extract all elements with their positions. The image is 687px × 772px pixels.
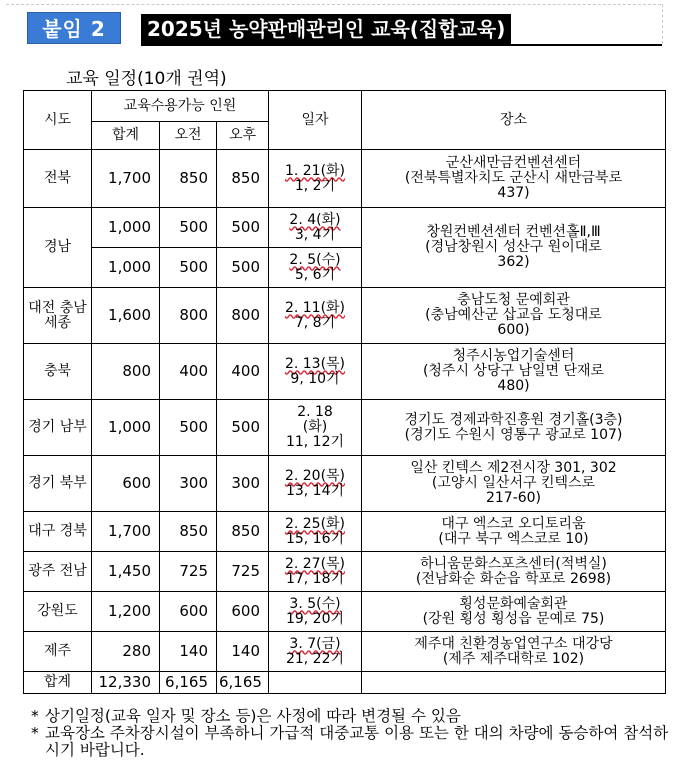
place-address-cont: 480) [497, 378, 530, 394]
place-address-cont: 217-60) [485, 490, 542, 506]
pm-cell: 500 [217, 248, 269, 288]
pm-cell: 800 [217, 288, 269, 344]
place-cell [362, 150, 666, 208]
table-row [24, 512, 666, 552]
total-cell: 280 [92, 632, 160, 672]
am-cell: 400 [160, 344, 217, 400]
place-name: 대구 엑스코 오디토리움 [441, 515, 586, 532]
region-cell: 제주 [24, 632, 92, 672]
am-cell: 850 [160, 150, 217, 208]
table-row [24, 288, 666, 344]
place-address: (충남예산군 삽교읍 도청대로 [425, 307, 602, 323]
total-cell: 1,200 [92, 592, 160, 632]
place-cell [362, 552, 666, 592]
place-address: (경기도 수원시 영통구 광교로 107) [404, 426, 623, 443]
pm-cell: 500 [217, 400, 269, 456]
title-bar [141, 14, 662, 46]
date-cell [269, 400, 362, 456]
region-cell: 강원도 [24, 592, 92, 632]
place-cell [362, 592, 666, 632]
am-cell: 850 [160, 512, 217, 552]
pm-cell: 850 [217, 512, 269, 552]
place-address: (전남화순 화순읍 학포로 2698) [415, 570, 612, 587]
date-text: 1. 21(화) [284, 162, 346, 179]
total-cell: 1,700 [92, 150, 160, 208]
total-cell: 1,000 [92, 208, 160, 248]
total-cell: 1,000 [92, 248, 160, 288]
pm-cell: 500 [217, 208, 269, 248]
note-item [31, 708, 671, 725]
am-cell: 800 [160, 288, 217, 344]
pm-cell: 850 [217, 150, 269, 208]
notes [31, 708, 671, 759]
place-address: (고양시 일산서구 킨텍스로 [431, 475, 596, 491]
table-row [24, 344, 666, 400]
region-cell: 대전 충남 세종 [24, 288, 92, 344]
date-text: 2. 11(화) [284, 299, 346, 316]
page-edge-right [662, 4, 663, 44]
place-name: 제주대 친환경농업연구소 대강당 [414, 635, 613, 652]
date-cell [269, 344, 362, 400]
place-name: 청주시농업기술센터 [452, 348, 575, 364]
date-text: 2. 27(목) [284, 555, 346, 572]
place-cell [362, 288, 666, 344]
header-region: 시도 [24, 91, 92, 150]
date-cell [269, 632, 362, 672]
am-cell: 725 [160, 552, 217, 592]
cohort-text: 7, 8기 [294, 314, 336, 331]
cohort-text: 19, 20기 [285, 610, 345, 627]
header-capacity: 교육수용가능 인원 [92, 91, 269, 122]
place-name: 하니움문화스포츠센터(적벽실) [420, 555, 607, 572]
place-address-cont: 362) [497, 254, 530, 270]
am-cell: 500 [160, 400, 217, 456]
place-cell [362, 400, 666, 456]
cohort-text: 15, 16기 [285, 530, 345, 547]
cohort-text: 13, 14기 [285, 482, 345, 499]
place-address-cont: 437) [497, 185, 530, 201]
cohort-text: 5, 6기 [294, 266, 336, 283]
place-address: (전북특별자치도 군산시 새만금북로 [404, 170, 623, 186]
place-name: 횡성문화예술회관 [459, 595, 568, 612]
table-row [24, 456, 666, 512]
place-address-cont: 600) [497, 322, 530, 338]
pm-cell: 725 [217, 552, 269, 592]
sum-date-empty [269, 672, 362, 694]
place-name: 경기도 경제과학진흥원 경기홀(3층) [404, 411, 623, 428]
date-weekday: (화) [302, 419, 328, 435]
table-row [24, 632, 666, 672]
cohort-text: 17, 18기 [285, 570, 345, 587]
region-cell: 경기 북부 [24, 456, 92, 512]
total-cell: 1,000 [92, 400, 160, 456]
note-item [31, 725, 671, 759]
pm-cell: 140 [217, 632, 269, 672]
note-bullet: * [31, 707, 39, 725]
pm-cell: 400 [217, 344, 269, 400]
region-cell: 대구 경북 [24, 512, 92, 552]
am-cell: 300 [160, 456, 217, 512]
region-cell: 경남 [24, 208, 92, 288]
total-cell: 600 [92, 456, 160, 512]
date-text: 2. 4(화) [289, 211, 341, 228]
date-cell [269, 208, 362, 248]
place-cell [362, 512, 666, 552]
date-text: 2. 18 [297, 404, 333, 420]
note-text: 상기일정(교육 일자 및 장소 등)은 사정에 따라 변경될 수 있음 [45, 707, 461, 725]
cohort-text: 11, 12기 [285, 434, 345, 450]
date-text: 3. 7(금) [289, 635, 341, 652]
date-cell [269, 552, 362, 592]
region-cell: 경기 남부 [24, 400, 92, 456]
date-cell [269, 512, 362, 552]
place-address: (대구 북구 엑스코로 10) [438, 530, 589, 547]
date-cell [269, 248, 362, 288]
header-row [24, 91, 666, 122]
total-cell: 1,450 [92, 552, 160, 592]
date-text: 3. 5(수) [289, 595, 341, 612]
place-name: 군산새만금컨벤션센터 [445, 155, 582, 171]
place-address: (제주 제주대학로 102) [442, 650, 585, 667]
place-cell [362, 456, 666, 512]
date-text: 2. 13(목) [284, 355, 346, 372]
document-title: 2025년 농약판매관리인 교육(집합교육) [141, 14, 511, 44]
total-cell: 1,600 [92, 288, 160, 344]
region-cell: 광주 전남 [24, 552, 92, 592]
attachment-badge: 붙임 2 [27, 12, 121, 44]
note-text: 교육장소 주차장시설이 부족하니 가급적 대중교통 이용 또는 한 대의 차량에 동승하여 참석하시기 바랍니다. [45, 724, 669, 759]
table-row [24, 208, 666, 248]
schedule-table [23, 90, 666, 694]
region-cell: 전북 [24, 150, 92, 208]
header-date: 일자 [269, 91, 362, 150]
sum-total: 12,330 [92, 672, 160, 694]
region-cell: 충북 [24, 344, 92, 400]
place-cell [362, 344, 666, 400]
table-row [24, 592, 666, 632]
cohort-text: 21, 22기 [285, 650, 345, 667]
header-am: 오전 [160, 122, 217, 150]
date-text: 2. 25(화) [284, 515, 346, 532]
place-name: 일산 킨텍스 제2전시장 301, 302 [410, 460, 617, 476]
cohort-text: 1, 2기 [294, 177, 336, 194]
total-cell: 1,700 [92, 512, 160, 552]
table-row [24, 150, 666, 208]
place-address: (강원 횡성 횡성읍 문예로 75) [422, 610, 605, 627]
header-pm: 오후 [217, 122, 269, 150]
date-cell [269, 150, 362, 208]
place-cell [362, 632, 666, 672]
date-text: 2. 5(수) [289, 251, 341, 268]
note-bullet: * [31, 724, 39, 742]
header-place: 장소 [362, 91, 666, 150]
place-address: (청주시 상당구 남일면 단재로 [422, 363, 605, 379]
place-cell [362, 208, 666, 288]
am-cell: 500 [160, 248, 217, 288]
place-name: 창원컨벤션센터 컨벤션홀Ⅱ,Ⅲ [426, 224, 601, 240]
date-cell [269, 288, 362, 344]
sum-am: 6,165 [160, 672, 217, 694]
sum-label: 합계 [24, 672, 92, 694]
date-cell [269, 456, 362, 512]
am-cell: 140 [160, 632, 217, 672]
am-cell: 600 [160, 592, 217, 632]
place-address: (경남창원시 성산구 원이대로 [425, 239, 602, 255]
page-edge-top [6, 4, 661, 5]
date-text: 2. 20(목) [284, 467, 346, 484]
table-row [24, 400, 666, 456]
header-total: 합계 [92, 122, 160, 150]
cohort-text: 9, 10기 [290, 370, 340, 387]
sum-pm: 6,165 [217, 672, 269, 694]
pm-cell: 600 [217, 592, 269, 632]
sum-place-empty [362, 672, 666, 694]
am-cell: 500 [160, 208, 217, 248]
total-cell: 800 [92, 344, 160, 400]
pm-cell: 300 [217, 456, 269, 512]
schedule-subtitle: 교육 일정(10개 권역) [66, 69, 227, 89]
sum-row [24, 672, 666, 694]
table-row [24, 552, 666, 592]
cohort-text: 3, 4기 [294, 226, 336, 243]
date-cell [269, 592, 362, 632]
place-name: 충남도청 문예회관 [457, 292, 570, 308]
